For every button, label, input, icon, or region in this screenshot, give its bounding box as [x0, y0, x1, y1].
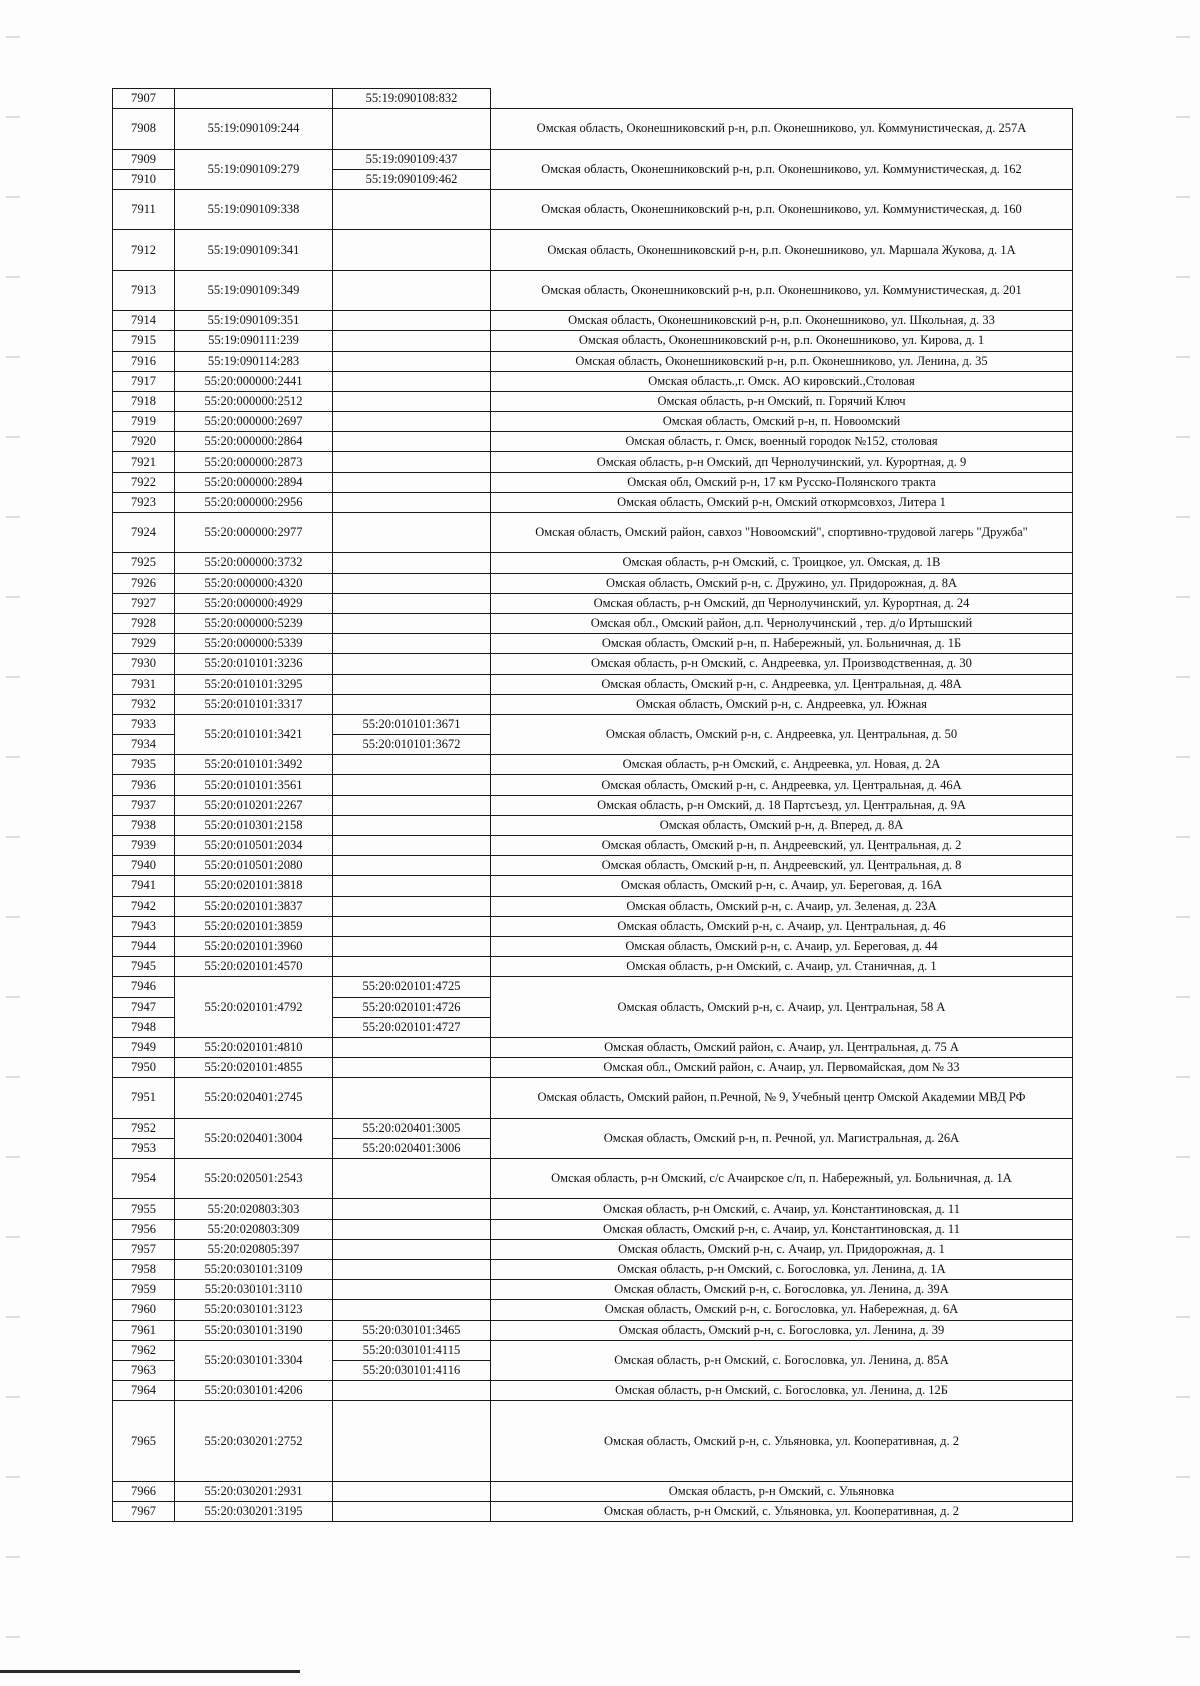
table-row	[113, 553, 1073, 573]
related-cadastral-number	[333, 371, 491, 391]
cadastral-number: 55:20:000000:5339	[175, 634, 333, 654]
cadastral-number: 55:20:010301:2158	[175, 815, 333, 835]
cadastral-number: 55:20:000000:2441	[175, 371, 333, 391]
row-number: 7938	[113, 815, 175, 835]
table-row	[113, 513, 1073, 553]
object-address: Омская область, р-н Омский, с. Богословка, ул. Ленина, д. 1А	[491, 1259, 1073, 1279]
cadastral-number: 55:20:010201:2267	[175, 795, 333, 815]
cadastral-number: 55:20:000000:2956	[175, 492, 333, 512]
related-cadastral-number	[333, 1502, 491, 1522]
related-cadastral-number	[333, 311, 491, 331]
table-row	[113, 977, 1073, 997]
cadastral-number: 55:20:000000:2512	[175, 391, 333, 411]
table-row	[113, 89, 1073, 109]
table-row	[113, 795, 1073, 815]
object-address	[491, 89, 1073, 109]
table-row	[113, 1482, 1073, 1502]
row-number: 7923	[113, 492, 175, 512]
bottom-scan-rule	[0, 1670, 300, 1673]
row-number: 7955	[113, 1199, 175, 1219]
object-address: Омская область, р-н Омский, с. Ачаир, ул. Станичная, д. 1	[491, 957, 1073, 977]
related-cadastral-number	[333, 109, 491, 149]
cadastral-number: 55:20:010101:3317	[175, 694, 333, 714]
cadastral-number: 55:20:020803:303	[175, 1199, 333, 1219]
row-number: 7952	[113, 1118, 175, 1138]
row-number: 7957	[113, 1239, 175, 1259]
object-address: Омская обл, Омский р-н, 17 км Русско-Полянского тракта	[491, 472, 1073, 492]
cadastral-number: 55:20:000000:2977	[175, 513, 333, 553]
related-cadastral-number	[333, 270, 491, 310]
row-number: 7914	[113, 311, 175, 331]
cadastral-number: 55:20:010501:2080	[175, 856, 333, 876]
related-cadastral-number	[333, 1199, 491, 1219]
table-row	[113, 674, 1073, 694]
related-cadastral-number	[333, 694, 491, 714]
related-cadastral-number: 55:20:020401:3006	[333, 1138, 491, 1158]
row-number: 7944	[113, 936, 175, 956]
cadastral-number: 55:20:000000:2894	[175, 472, 333, 492]
row-number: 7965	[113, 1401, 175, 1482]
table-row	[113, 371, 1073, 391]
related-cadastral-number	[333, 513, 491, 553]
related-cadastral-number	[333, 876, 491, 896]
row-number: 7908	[113, 109, 175, 149]
object-address: Омская область, Омский р-н, с. Дружино, ул. Придорожная, д. 8А	[491, 573, 1073, 593]
row-number: 7942	[113, 896, 175, 916]
row-number: 7935	[113, 755, 175, 775]
row-number: 7933	[113, 714, 175, 734]
related-cadastral-number: 55:20:010101:3672	[333, 735, 491, 755]
table-row	[113, 714, 1073, 734]
table-row	[113, 896, 1073, 916]
table-row	[113, 755, 1073, 775]
row-number: 7959	[113, 1280, 175, 1300]
related-cadastral-number	[333, 1239, 491, 1259]
row-number: 7928	[113, 613, 175, 633]
row-number: 7930	[113, 654, 175, 674]
row-number: 7953	[113, 1138, 175, 1158]
object-address: Омская область, р-н Омский, с. Богословка, ул. Ленина, д. 12Б	[491, 1381, 1073, 1401]
table-row	[113, 311, 1073, 331]
related-cadastral-number: 55:20:020101:4727	[333, 1017, 491, 1037]
cadastral-number	[175, 89, 333, 109]
object-address: Омская область, Оконешниковский р-н, р.п. Оконешниково, ул. Коммунистическая, д. 201	[491, 270, 1073, 310]
row-number: 7921	[113, 452, 175, 472]
cadastral-number: 55:20:030201:3195	[175, 1502, 333, 1522]
cadastral-number: 55:20:020101:3859	[175, 916, 333, 936]
cadastral-number: 55:20:010101:3236	[175, 654, 333, 674]
table-row	[113, 1219, 1073, 1239]
related-cadastral-number	[333, 492, 491, 512]
table-row	[113, 694, 1073, 714]
object-address: Омская область, Оконешниковский р-н, р.п. Оконешниково, ул. Школьная, д. 33	[491, 311, 1073, 331]
table-row	[113, 1199, 1073, 1219]
cadastral-number: 55:20:020803:309	[175, 1219, 333, 1239]
related-cadastral-number	[333, 1219, 491, 1239]
row-number: 7951	[113, 1078, 175, 1118]
cadastral-number: 55:19:090109:351	[175, 311, 333, 331]
table-row	[113, 1058, 1073, 1078]
related-cadastral-number: 55:20:010101:3671	[333, 714, 491, 734]
cadastral-number: 55:20:020101:3818	[175, 876, 333, 896]
cadastral-number: 55:20:000000:2864	[175, 432, 333, 452]
row-number: 7966	[113, 1482, 175, 1502]
related-cadastral-number	[333, 815, 491, 835]
cadastral-number: 55:20:030101:3123	[175, 1300, 333, 1320]
related-cadastral-number: 55:20:030101:4116	[333, 1360, 491, 1380]
related-cadastral-number: 55:20:020101:4726	[333, 997, 491, 1017]
table-row	[113, 472, 1073, 492]
object-address: Омская область, Омский р-н, д. Вперед, д. 8А	[491, 815, 1073, 835]
object-address: Омская область, Омский р-н, с. Андреевка, ул. Центральная, д. 48А	[491, 674, 1073, 694]
related-cadastral-number	[333, 936, 491, 956]
related-cadastral-number	[333, 1037, 491, 1057]
cadastral-number: 55:19:090109:349	[175, 270, 333, 310]
table-row	[113, 573, 1073, 593]
row-number: 7929	[113, 634, 175, 654]
related-cadastral-number	[333, 553, 491, 573]
cadastral-number: 55:20:030101:3109	[175, 1259, 333, 1279]
row-number: 7946	[113, 977, 175, 997]
cadastral-number: 55:20:020101:4855	[175, 1058, 333, 1078]
table-row	[113, 936, 1073, 956]
object-address: Омская область, Омский р-н, п. Андреевский, ул. Центральная, д. 8	[491, 856, 1073, 876]
object-address: Омская область, р-н Омский, с. Андреевка, ул. Новая, д. 2А	[491, 755, 1073, 775]
row-number: 7943	[113, 916, 175, 936]
object-address: Омская область, Омский р-н, с. Богословка, ул. Набережная, д. 6А	[491, 1300, 1073, 1320]
row-number: 7916	[113, 351, 175, 371]
object-address: Омская область, р-н Омский, с/с Ачаирское с/п, п. Набережный, ул. Больничная, д. 1А	[491, 1159, 1073, 1199]
object-address: Омская область, Омский р-н, с. Богословка, ул. Ленина, д. 39А	[491, 1280, 1073, 1300]
row-number: 7911	[113, 189, 175, 229]
cadastral-number: 55:20:000000:5239	[175, 613, 333, 633]
object-address: Омская область, р-н Омский, дп Чернолучинский, ул. Курортная, д. 24	[491, 593, 1073, 613]
row-number: 7963	[113, 1360, 175, 1380]
object-address: Омская обл., Омский район, с. Ачаир, ул. Первомайская, дом № 33	[491, 1058, 1073, 1078]
cadastral-number: 55:20:030101:4206	[175, 1381, 333, 1401]
related-cadastral-number	[333, 795, 491, 815]
table-row	[113, 1159, 1073, 1199]
cadastral-number: 55:20:020805:397	[175, 1239, 333, 1259]
object-address: Омская область, Оконешниковский р-н, р.п. Оконешниково, ул. Кирова, д. 1	[491, 331, 1073, 351]
object-address: Омская область, р-н Омский, с. Троицкое, ул. Омская, д. 1В	[491, 553, 1073, 573]
row-number: 7962	[113, 1340, 175, 1360]
table-row	[113, 876, 1073, 896]
cadastral-number: 55:20:010101:3492	[175, 755, 333, 775]
object-address: Омская область, Омский р-н, п. Набережный, ул. Больничная, д. 1Б	[491, 634, 1073, 654]
row-number: 7958	[113, 1259, 175, 1279]
row-number: 7932	[113, 694, 175, 714]
related-cadastral-number	[333, 1280, 491, 1300]
row-number: 7926	[113, 573, 175, 593]
row-number: 7934	[113, 735, 175, 755]
table-row	[113, 432, 1073, 452]
table-row	[113, 1300, 1073, 1320]
object-address: Омская область, р-н Омский, с. Ульяновка, ул. Кооперативная, д. 2	[491, 1502, 1073, 1522]
related-cadastral-number: 55:20:030101:4115	[333, 1340, 491, 1360]
row-number: 7912	[113, 230, 175, 270]
related-cadastral-number	[333, 593, 491, 613]
cadastral-number: 55:20:030101:3190	[175, 1320, 333, 1340]
related-cadastral-number	[333, 1058, 491, 1078]
row-number: 7927	[113, 593, 175, 613]
object-address: Омская область, Оконешниковский р-н, р.п. Оконешниково, ул. Коммунистическая, д. 160	[491, 189, 1073, 229]
table-row	[113, 452, 1073, 472]
row-number: 7947	[113, 997, 175, 1017]
related-cadastral-number	[333, 1300, 491, 1320]
row-number: 7913	[113, 270, 175, 310]
row-number: 7931	[113, 674, 175, 694]
object-address: Омская область, р-н Омский, с. Богословка, ул. Ленина, д. 85А	[491, 1340, 1073, 1380]
related-cadastral-number	[333, 856, 491, 876]
object-address: Омская область, Оконешниковский р-н, р.п. Оконешниково, ул. Коммунистическая, д. 162	[491, 149, 1073, 189]
row-number: 7915	[113, 331, 175, 351]
cadastral-number: 55:19:090109:338	[175, 189, 333, 229]
related-cadastral-number	[333, 573, 491, 593]
object-address: Омская область, Омский р-н, с. Ачаир, ул. Центральная, 58 А	[491, 977, 1073, 1038]
related-cadastral-number	[333, 189, 491, 229]
cadastral-number: 55:19:090114:283	[175, 351, 333, 371]
table-row	[113, 492, 1073, 512]
table-row	[113, 230, 1073, 270]
object-address: Омская область, Омский р-н, с. Ачаир, ул. Зеленая, д. 23А	[491, 896, 1073, 916]
cadastral-number: 55:20:020401:3004	[175, 1118, 333, 1158]
cadastral-number: 55:20:030101:3304	[175, 1340, 333, 1380]
row-number: 7956	[113, 1219, 175, 1239]
related-cadastral-number: 55:20:020401:3005	[333, 1118, 491, 1138]
row-number: 7907	[113, 89, 175, 109]
object-address: Омская область, Омский р-н, п. Новоомский	[491, 412, 1073, 432]
table-row	[113, 1502, 1073, 1522]
row-number: 7941	[113, 876, 175, 896]
object-address: Омская область, Оконешниковский р-н, р.п. Оконешниково, ул. Ленина, д. 35	[491, 351, 1073, 371]
related-cadastral-number	[333, 331, 491, 351]
row-number: 7961	[113, 1320, 175, 1340]
table-row	[113, 331, 1073, 351]
related-cadastral-number	[333, 351, 491, 371]
cadastral-number: 55:20:000000:3732	[175, 553, 333, 573]
cadastral-number: 55:20:000000:4929	[175, 593, 333, 613]
row-number: 7950	[113, 1058, 175, 1078]
table-row	[113, 1239, 1073, 1259]
cadastral-number: 55:20:020101:4570	[175, 957, 333, 977]
row-number: 7918	[113, 391, 175, 411]
row-number: 7945	[113, 957, 175, 977]
cadastral-number: 55:20:010101:3295	[175, 674, 333, 694]
related-cadastral-number	[333, 472, 491, 492]
cadastral-number: 55:19:090109:279	[175, 149, 333, 189]
related-cadastral-number	[333, 1159, 491, 1199]
object-address: Омская область, г. Омск, военный городок №152, столовая	[491, 432, 1073, 452]
object-address: Омская область, Омский р-н, с. Андреевка, ул. Центральная, д. 46А	[491, 775, 1073, 795]
table-row	[113, 391, 1073, 411]
related-cadastral-number: 55:19:090108:832	[333, 89, 491, 109]
cadastral-number: 55:19:090109:244	[175, 109, 333, 149]
related-cadastral-number: 55:19:090109:462	[333, 169, 491, 189]
row-number: 7967	[113, 1502, 175, 1522]
table-row	[113, 1340, 1073, 1360]
cadastral-number: 55:19:090111:239	[175, 331, 333, 351]
object-address: Омская область, Омский р-н, с. Ачаир, ул. Придорожная, д. 1	[491, 1239, 1073, 1259]
table-row	[113, 189, 1073, 229]
object-address: Омская область, Омский район, с. Ачаир, ул. Центральная, д. 75 А	[491, 1037, 1073, 1057]
object-address: Омская область, Омский р-н, с. Ачаир, ул. Береговая, д. 16А	[491, 876, 1073, 896]
row-number: 7924	[113, 513, 175, 553]
object-address: Омская область, р-н Омский, дп Чернолучинский, ул. Курортная, д. 9	[491, 452, 1073, 472]
row-number: 7917	[113, 371, 175, 391]
row-number: 7948	[113, 1017, 175, 1037]
table-row	[113, 775, 1073, 795]
object-address: Омская обл., Омский район, д.п. Чернолучинский , тер. д/о Иртышский	[491, 613, 1073, 633]
cadastral-number: 55:20:020101:3960	[175, 936, 333, 956]
related-cadastral-number: 55:19:090109:437	[333, 149, 491, 169]
row-number: 7910	[113, 169, 175, 189]
scan-edge-marks-right	[1176, 0, 1190, 1686]
table-row	[113, 1320, 1073, 1340]
row-number: 7960	[113, 1300, 175, 1320]
cadastral-number: 55:20:010101:3421	[175, 714, 333, 754]
cadastral-number: 55:20:020401:2745	[175, 1078, 333, 1118]
register-table	[112, 88, 1073, 1522]
table-row	[113, 856, 1073, 876]
object-address: Омская область, р-н Омский, п. Горячий Ключ	[491, 391, 1073, 411]
row-number: 7940	[113, 856, 175, 876]
table-row	[113, 412, 1073, 432]
object-address: Омская область, р-н Омский, д. 18 Партсъезд, ул. Центральная, д. 9А	[491, 795, 1073, 815]
related-cadastral-number	[333, 896, 491, 916]
related-cadastral-number	[333, 654, 491, 674]
object-address: Омская область, Омский район, савхоз "Новоомский", спортивно-трудовой лагерь "Дружба"	[491, 513, 1073, 553]
row-number: 7936	[113, 775, 175, 795]
table-row	[113, 1118, 1073, 1138]
scan-edge-marks-left	[6, 0, 20, 1686]
related-cadastral-number	[333, 674, 491, 694]
row-number: 7964	[113, 1381, 175, 1401]
object-address: Омская область, Оконешниковский р-н, р.п. Оконешниково, ул. Коммунистическая, д. 257А	[491, 109, 1073, 149]
object-address: Омская область, Омский р-н, Омский откормсовхоз, Литера 1	[491, 492, 1073, 512]
related-cadastral-number	[333, 613, 491, 633]
cadastral-number: 55:20:000000:2873	[175, 452, 333, 472]
related-cadastral-number	[333, 412, 491, 432]
table-row	[113, 270, 1073, 310]
object-address: Омская область, Омский р-н, с. Ульяновка, ул. Кооперативная, д. 2	[491, 1401, 1073, 1482]
related-cadastral-number	[333, 1401, 491, 1482]
related-cadastral-number	[333, 755, 491, 775]
cadastral-number: 55:20:000000:4320	[175, 573, 333, 593]
cadastral-number: 55:20:000000:2697	[175, 412, 333, 432]
cadastral-number: 55:20:020101:4810	[175, 1037, 333, 1057]
object-address: Омская область, Омский р-н, с. Ачаир, ул. Береговая, д. 44	[491, 936, 1073, 956]
row-number: 7919	[113, 412, 175, 432]
object-address: Омская область, Омский р-н, с. Ачаир, ул. Константиновская, д. 11	[491, 1219, 1073, 1239]
related-cadastral-number	[333, 916, 491, 936]
related-cadastral-number	[333, 1381, 491, 1401]
table-row	[113, 1037, 1073, 1057]
object-address: Омская область, р-н Омский, с. Андреевка, ул. Производственная, д. 30	[491, 654, 1073, 674]
related-cadastral-number: 55:20:020101:4725	[333, 977, 491, 997]
table-row	[113, 1401, 1073, 1482]
cadastral-number: 55:20:010101:3561	[175, 775, 333, 795]
object-address: Омская область, Омский р-н, с. Богословка, ул. Ленина, д. 39	[491, 1320, 1073, 1340]
object-address: Омская область, Омский р-н, п. Речной, ул. Магистральная, д. 26А	[491, 1118, 1073, 1158]
related-cadastral-number	[333, 1482, 491, 1502]
related-cadastral-number	[333, 1078, 491, 1118]
related-cadastral-number	[333, 634, 491, 654]
object-address: Омская область, Омский р-н, п. Андреевский, ул. Центральная, д. 2	[491, 836, 1073, 856]
table-row	[113, 1280, 1073, 1300]
object-address: Омская область, Омский р-н, с. Андреевка, ул. Южная	[491, 694, 1073, 714]
table-row	[113, 149, 1073, 169]
row-number: 7949	[113, 1037, 175, 1057]
table-row	[113, 916, 1073, 936]
table-row	[113, 1259, 1073, 1279]
cadastral-number: 55:20:020101:3837	[175, 896, 333, 916]
table-row	[113, 109, 1073, 149]
object-address: Омская область.,г. Омск. АО кировский.,Столовая	[491, 371, 1073, 391]
object-address: Омская область, Омский район, п.Речной, № 9, Учебный центр Омской Академии МВД РФ	[491, 1078, 1073, 1118]
related-cadastral-number	[333, 230, 491, 270]
table-row	[113, 654, 1073, 674]
row-number: 7939	[113, 836, 175, 856]
object-address: Омская область, Омский р-н, с. Андреевка, ул. Центральная, д. 50	[491, 714, 1073, 754]
related-cadastral-number	[333, 836, 491, 856]
table-row	[113, 815, 1073, 835]
row-number: 7920	[113, 432, 175, 452]
cadastral-number: 55:20:010501:2034	[175, 836, 333, 856]
table-row	[113, 351, 1073, 371]
table-row	[113, 634, 1073, 654]
cadastral-number: 55:20:030201:2752	[175, 1401, 333, 1482]
table-row	[113, 613, 1073, 633]
table-row	[113, 836, 1073, 856]
row-number: 7937	[113, 795, 175, 815]
cadastral-number: 55:19:090109:341	[175, 230, 333, 270]
table-row	[113, 1078, 1073, 1118]
related-cadastral-number	[333, 957, 491, 977]
related-cadastral-number	[333, 391, 491, 411]
cadastral-number: 55:20:020101:4792	[175, 977, 333, 1038]
table-row	[113, 1381, 1073, 1401]
cadastral-number: 55:20:030201:2931	[175, 1482, 333, 1502]
related-cadastral-number	[333, 775, 491, 795]
related-cadastral-number	[333, 1259, 491, 1279]
cadastral-number: 55:20:030101:3110	[175, 1280, 333, 1300]
related-cadastral-number: 55:20:030101:3465	[333, 1320, 491, 1340]
cadastral-number: 55:20:020501:2543	[175, 1159, 333, 1199]
row-number: 7925	[113, 553, 175, 573]
object-address: Омская область, Оконешниковский р-н, р.п. Оконешниково, ул. Маршала Жукова, д. 1А	[491, 230, 1073, 270]
row-number: 7922	[113, 472, 175, 492]
row-number: 7909	[113, 149, 175, 169]
related-cadastral-number	[333, 432, 491, 452]
object-address: Омская область, р-н Омский, с. Ульяновка	[491, 1482, 1073, 1502]
object-address: Омская область, р-н Омский, с. Ачаир, ул. Константиновская, д. 11	[491, 1199, 1073, 1219]
row-number: 7954	[113, 1159, 175, 1199]
table-row	[113, 957, 1073, 977]
table-row	[113, 593, 1073, 613]
register-table-body	[113, 89, 1073, 1522]
object-address: Омская область, Омский р-н, с. Ачаир, ул. Центральная, д. 46	[491, 916, 1073, 936]
related-cadastral-number	[333, 452, 491, 472]
